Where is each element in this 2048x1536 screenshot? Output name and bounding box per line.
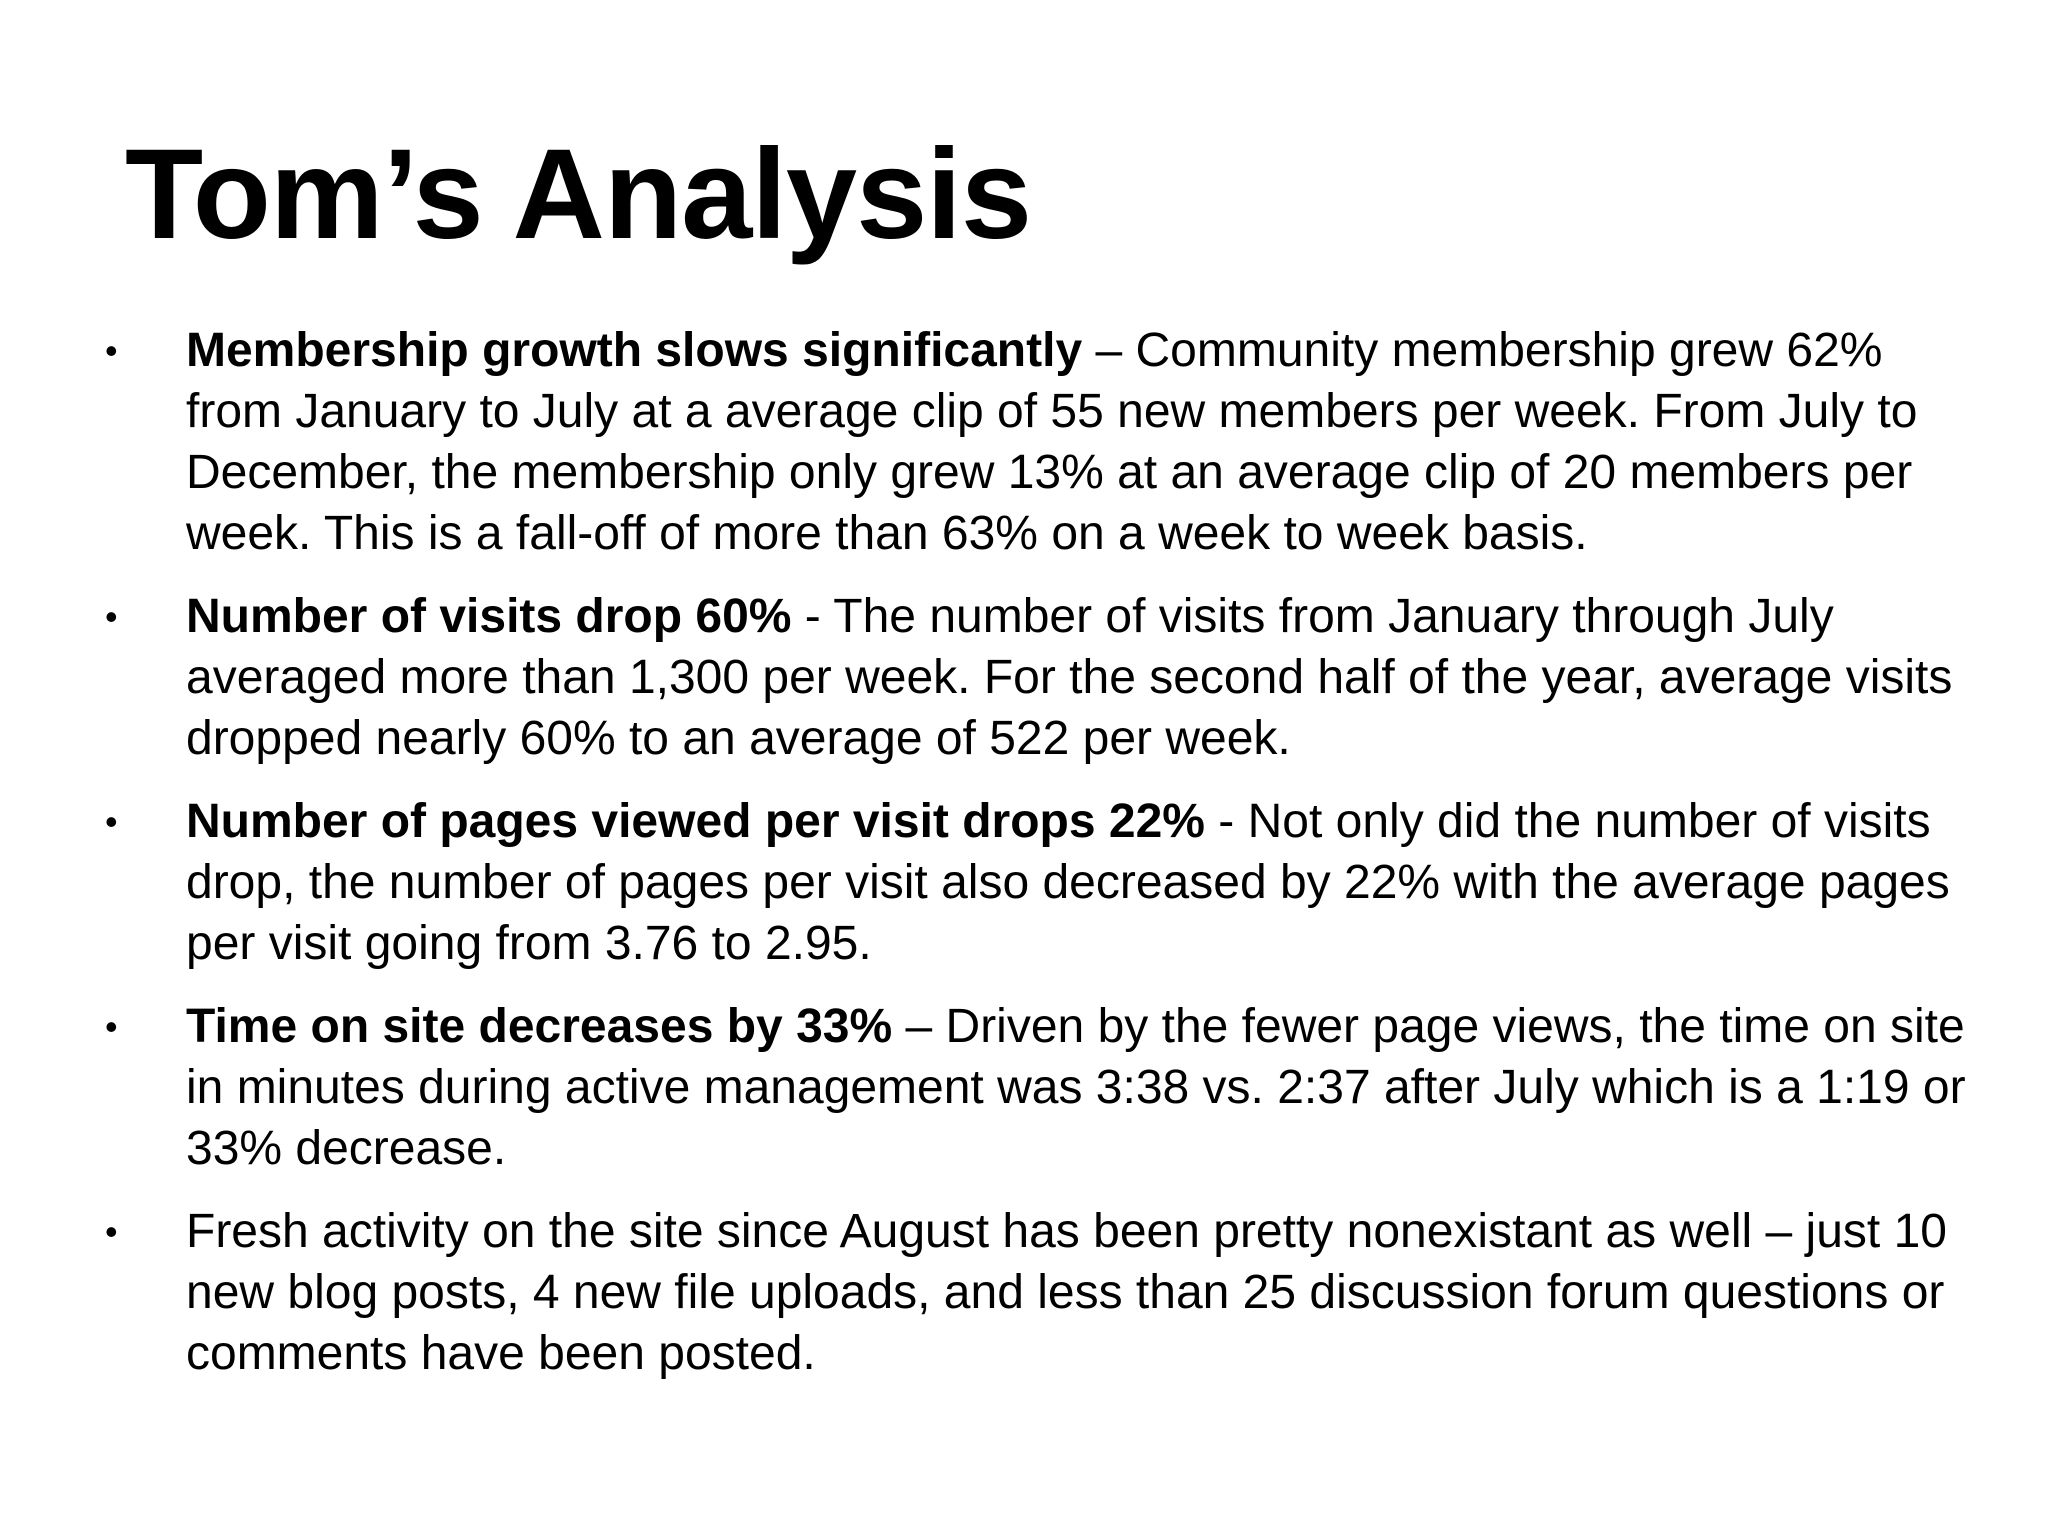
- bullet-dot-icon: •: [105, 801, 118, 842]
- bullet-separator: -: [791, 590, 834, 643]
- bullet-text: The number of visits from January through July averaged more than 1,300 per week. For the second half of the year, average visits dropped nearly 60% to an average of 522 per week.: [186, 590, 1953, 765]
- bullet-heading: Membership growth slows significantly: [186, 324, 1083, 377]
- bullet-item-fresh-activity: [0, 1201, 2048, 1384]
- bullet-list: [0, 320, 2048, 1406]
- bullet-heading: Time on site decreases by 33%: [186, 1000, 893, 1053]
- bullet-heading: Number of visits drop 60%: [186, 590, 792, 643]
- bullet-heading: Number of pages viewed per visit drops 22%: [186, 795, 1205, 848]
- bullet-dot-icon: •: [105, 1211, 118, 1252]
- bullet-item-time-on-site: [0, 996, 2048, 1179]
- bullet-dot-icon: •: [105, 1006, 118, 1047]
- bullet-dot-icon: •: [105, 330, 118, 371]
- bullet-separator: -: [1204, 795, 1248, 848]
- slide-title: Tom’s Analysis: [125, 123, 1031, 266]
- bullet-dot-icon: •: [105, 596, 118, 637]
- bullet-separator: –: [1082, 324, 1136, 377]
- bullet-item-visits: [0, 586, 2048, 769]
- bullet-item-pages-per-visit: [0, 791, 2048, 974]
- bullet-text: Fresh activity on the site since August has been pretty nonexistant as well – just 10 new blog posts, 4 new file uploads, and less than 25 discussion forum questions or comments have been posted.: [186, 1205, 1947, 1380]
- bullet-item-membership: [0, 320, 2048, 564]
- bullet-text: Driven by the fewer page views, the time on site in minutes during active management was 3:38 vs. 2:37 after July which is a 1:19 or 33% decrease.: [186, 1000, 1966, 1175]
- bullet-text: Not only did the number of visits drop, the number of pages per visit also decreased by 22% with the average pages per visit going from 3.76 to 2.95.: [186, 795, 1950, 970]
- bullet-text: Community membership grew 62% from January to July at a average clip of 55 new members per week. From July to December, the membership only grew 13% at an average clip of 20 members per week. This is a fall-off of more than 63% on a week to week basis.: [186, 324, 1918, 560]
- bullet-separator: –: [892, 1000, 946, 1053]
